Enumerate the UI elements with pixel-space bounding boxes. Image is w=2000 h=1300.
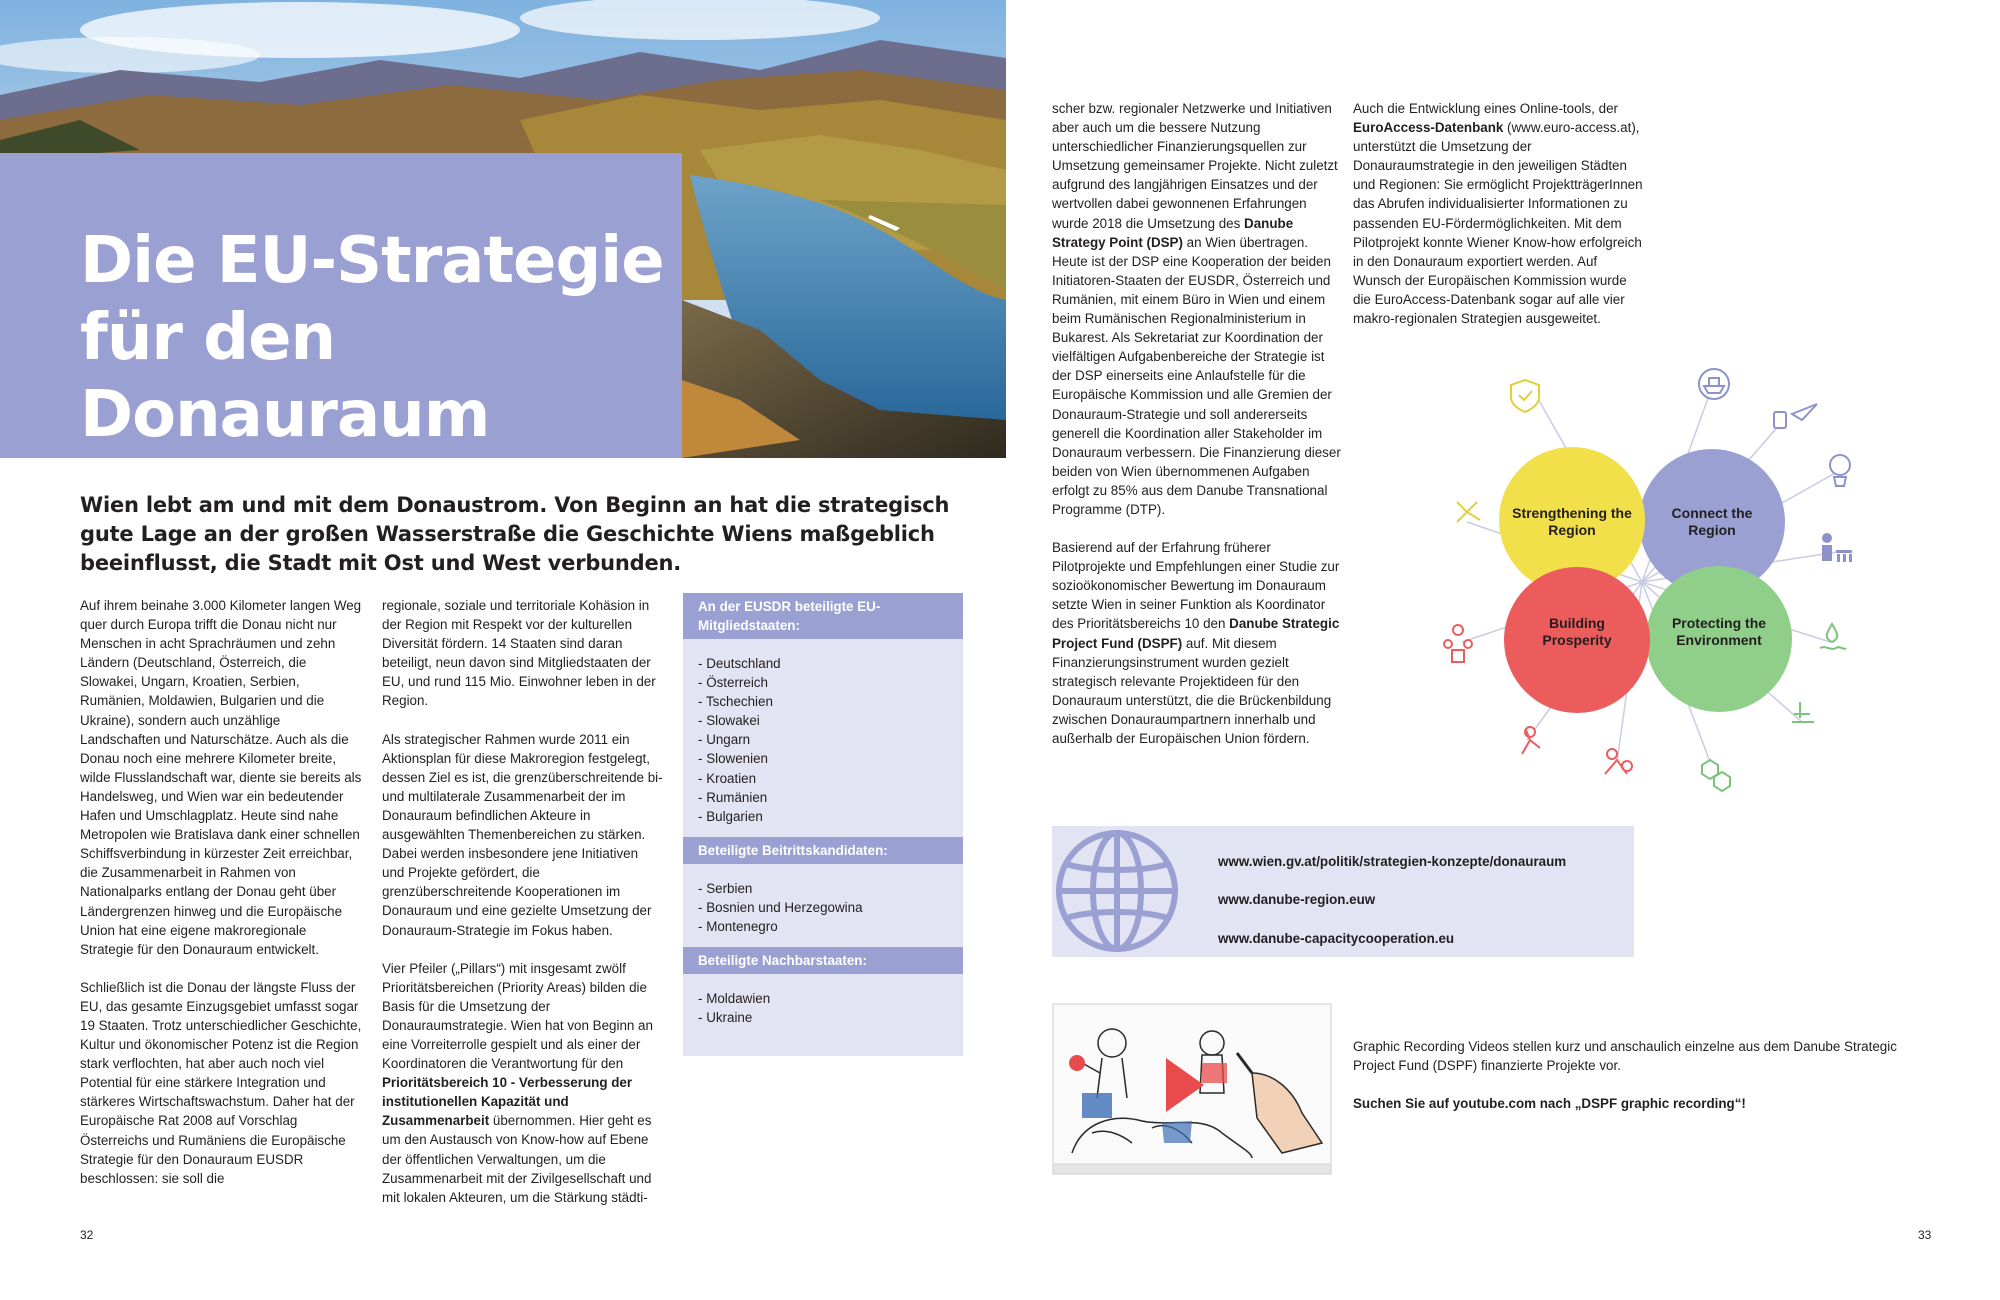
list-item: - Ungarn — [698, 730, 948, 749]
paragraph — [382, 959, 664, 1207]
globe-icon — [1052, 826, 1182, 957]
link-danube-capacity[interactable]: www.danube-capacitycooperation.eu — [1218, 930, 1455, 946]
title-line-2: für den Donauraum — [80, 301, 490, 452]
ship-icon — [1699, 369, 1729, 399]
pillars-diagram — [1422, 362, 1862, 802]
paragraph — [1052, 99, 1342, 519]
paragraph: Auf ihrem beinahe 3.000 Kilometer langen Weg quer durch Europa trifft die Donau nicht nur Menschen in acht Sprachräumen und zehn Ländern (Deutschland, Österreich, die Slowakei, Ungarn, Kroatien, Serbien, Rumänien, Moldawien, Bulgarien und die Ukraine), sondern auch unzählige Landschaften und Naturschätze. Auch als die Donau noch eine mehrere Kilometer breite, wilde Flusslandschaft war, diente sie bereits als Handelsweg, und Wien war ein bedeutender Hafen und Umschlagplatz. Heute sind nahe Metropolen wie Bratislava dank einer schnellen Schiffsverbindung in kürzester Zeit erreichbar, die Zusammenarbeit in Rahmen von Nationalparks entlang der Donau geht über Ländergrenzen hinweg und die Europäische Union hat eine eigene makroregionale Strategie für den Donauraum entwickelt. — [80, 598, 362, 957]
connector-lines — [1462, 387, 1837, 767]
hexagon-nodes-icon — [1702, 760, 1730, 791]
paragraph — [1353, 1094, 1933, 1113]
list-item: - Bosnien und Herzegowina — [698, 898, 948, 917]
candidates-list — [683, 864, 963, 947]
sidebar-heading-candidates: Beteiligte Beitrittskandidaten: — [683, 837, 963, 864]
energy-bulb-icon — [1830, 455, 1850, 486]
paragraph — [1353, 99, 1643, 328]
text-run: scher bzw. regionaler Netzwerke und Initiativen aber auch um die bessere Nutzung unterschiedlicher Finanzierungsquellen zur Umsetzung gemeinsamer Projekte. Nicht zuletzt aufgrund des langjährigen Einsatzes und der wertvollen dabei gewonnenen Erfahrungen wurde 2018 die Umsetzung des — [1052, 101, 1338, 231]
pillar-label-protecting: Protecting the — [1671, 615, 1767, 631]
pillar-label-strengthening-2: Region — [1548, 522, 1596, 538]
page-title — [80, 223, 680, 454]
paragraph: regionale, soziale und territoriale Kohäsion in der Region mit Respekt vor der kulturellen Diversität fördern. 14 Staaten sind daran beteiligt, neun davon sind Mitgliedstaaten der EU, und rund 115 Mio. Einwohner leben in der Region. — [382, 598, 656, 709]
text-run: Auch die Entwicklung eines Online-tools, der — [1353, 101, 1618, 116]
list-item: - Serbien — [698, 879, 948, 898]
sidebar-heading-neighbours: Beteiligte Nachbarstaaten: — [683, 947, 963, 974]
page-number-right: 33 — [1918, 1228, 1932, 1242]
paragraph: Schließlich ist die Donau der längste Fluss der EU, das gesamte Einzugsgebiet umfasst sogar 19 Staaten. Trotz unterschiedlicher Geschichte, Kultur und ökonomischer Potenz ist die Region stark verflochten, hat aber auch noch viel Potential für eine stärkere Integration und stärkeres Wirtschaftswachstum. Daher hat der Europäische Rat 2008 auf Vorschlag Österreichs und Rumäniens die Europäische Strategie für den Donauraum EUSDR beschlossen: sie soll die — [80, 979, 362, 1186]
list-item: - Moldawien — [698, 989, 948, 1008]
list-item: - Tschechien — [698, 692, 948, 711]
text-run: auf. Mit diesem Finanzierungsinstrument wurden gezielt strategisch relevante Projektideen für den Donauraum unterstützt, die die Brückenbildung zwischen Donauraumpartnern innerhalb und außerhalb der Europäischen Union fördern. — [1052, 635, 1332, 746]
pillar-label-strengthening: Strengthening the — [1512, 505, 1632, 521]
list-item: - Rumänien — [698, 788, 948, 807]
list-item: - Montenegro — [698, 917, 948, 936]
paragraph: Als strategischer Rahmen wurde 2011 ein Aktionsplan für diese Makroregion festgelegt, dessen Ziel es ist, die grenzüberschreitende bi- und multilaterale Zusammenarbeit der im Donauraum befindlichen Akteure in ausgewählten Themenbereichen zu stärken. Dabei werden insbesondere jene Initiativen und Projekte gefördert, die grenzüberschreitende Kooperationen im Donauraum und eine gezielte Umsetzung der Donauraum-Strategie im Fokus haben. — [382, 731, 663, 938]
wetland-icon — [1792, 702, 1814, 722]
text-run: (www.euro-access.at), unterstützt die Umsetzung der Donauraumstrategie in den jeweiligen Städten und Regionen: Sie ermöglicht ProjektträgerInnen das Abrufen individualisierter Informationen zu passenden EU-Fördermöglichkeiten. Mit dem Pilotprojekt konnte Wiener Know-how erfolgreich in den Donauraum exportiert werden. Auf Wunsch der Europäischen Kommission wurde die EuroAccess-Datenbank sogar auf alle vier makro-regionalen Strategien ausgeweitet. — [1353, 120, 1643, 327]
link-danube-region[interactable]: www.danube-region.euw — [1218, 892, 1376, 908]
text-column-2 — [382, 596, 664, 1226]
paragraph — [1052, 538, 1342, 748]
list-item: - Slowakei — [698, 711, 948, 730]
water-drop-icon — [1820, 624, 1846, 649]
graphic-recording-video-thumbnail[interactable] — [1052, 1003, 1332, 1178]
lead-paragraph: Wien lebt am und mit dem Donaustrom. Von Beginn an hat die strategisch gute Lage an der großen Wasserstraße die Geschichte Wiens maßgeblich beeinflusst, die Stadt mit Ost und West verbunden. — [80, 493, 950, 575]
page-number-left: 32 — [80, 1228, 94, 1242]
hero-section — [0, 0, 1006, 458]
paragraph: Graphic Recording Videos stellen kurz und anschaulich einzelne aus dem Danube Strategic Project Fund (DSPF) finanzierte Projekte vor. — [1353, 1039, 1897, 1074]
running-person-icon — [1522, 727, 1540, 754]
link-wien-donauraum[interactable]: www.wien.gv.at/politik/strategien-konzepte/donauraum — [1218, 854, 1567, 869]
list-item: - Deutschland — [698, 654, 948, 673]
pillar-label-building: Building — [1549, 615, 1605, 631]
dspf-highlight: Danube Strategic Project Fund (DSPF) — [1052, 616, 1340, 651]
member-states-sidebar — [683, 593, 963, 1056]
list-item: - Kroatien — [698, 769, 948, 788]
pillar-label-protecting-2: Environment — [1676, 632, 1762, 648]
list-item: - Ukraine — [698, 1008, 948, 1027]
pillar-icons — [1444, 369, 1852, 791]
people-group-icon — [1444, 625, 1472, 662]
text-run: Basierend auf der Erfahrung früherer Pilotprojekte und Empfehlungen einer Studie zur sozioökonomischer Bewertung im Donauraum setzte Wien in seiner Funktion als Koordinator des Prioritätsbereichs 10 den — [1052, 540, 1340, 632]
text-run: Vier Pfeiler („Pillars“) mit insgesamt zwölf Prioritätsbereichen (Priority Areas) bilden die Basis für die Umsetzung der Donauraumstrategie. Wien hat von Beginn an eine Vorreiterrolle gespielt und als einer der Koordinatoren die Verantwortung für den — [382, 960, 653, 1072]
train-plane-icon — [1774, 404, 1817, 428]
video-progress-bar[interactable] — [1053, 1164, 1331, 1174]
text-column-1 — [80, 596, 362, 1207]
pillar-label-connect: Connect the — [1671, 505, 1753, 521]
euroaccess-highlight: EuroAccess-Datenbank — [1353, 120, 1504, 136]
member-states-list — [683, 639, 963, 837]
neighbours-list — [683, 974, 963, 1038]
shield-check-icon — [1511, 380, 1539, 412]
title-line-1: Die EU-Strategie — [80, 224, 664, 298]
dsp-highlight: Danube Strategy Point (DSP) — [1052, 215, 1294, 250]
pillar-label-building-2: Prosperity — [1542, 632, 1612, 648]
person-institution-icon — [1822, 533, 1852, 562]
nature-branch-icon — [1457, 502, 1480, 522]
sidebar-heading-members: An der EUSDR beteiligte EU-Mitgliedstaaten: — [683, 593, 963, 639]
text-column-4 — [1353, 99, 1643, 347]
priority-area-highlight: Prioritätsbereich 10 - Verbesserung der institutionellen Kapazität und Zusammenarbeit — [382, 1075, 633, 1129]
link-list — [1218, 843, 1566, 958]
pillar-label-connect-2: Region — [1688, 522, 1736, 538]
title-box — [0, 153, 682, 458]
video-caption — [1353, 1037, 1933, 1132]
list-item: - Slowenien — [698, 749, 948, 768]
text-run: an Wien übertragen. Heute ist der DSP eine Kooperation der beiden Initiatoren-Staaten der EUSDR, Österreich und Rumänien, mit einem Büro in Wien und einem beim Rumänischen Regionalministerium in Bukarest. Als Sekretariat zur Koordination der vielfältigen Aufgabenbereiche der Strategie ist der DSP einerseits eine Anlaufstelle für die Europäische Kommission und alle Gremien der Donauraum-Strategie und soll andererseits generell die Koordination aller Stakeholder im Donauraum verbessern. Die Finanzierung dieser beiden von Wien übernommenen Aufgaben erfolgt zu 85% aus dem Danube Transnational Programme (DTP). — [1052, 234, 1341, 517]
youtube-search-hint: Suchen Sie auf youtube.com nach „DSPF graphic recording“! — [1353, 1096, 1746, 1112]
text-column-3 — [1052, 99, 1342, 767]
list-item: - Bulgarien — [698, 807, 948, 826]
list-item: - Österreich — [698, 673, 948, 692]
text-run: übernommen. Hier geht es um den Austausch von Know-how auf Ebene der öffentlichen Verwaltungen, um die Zusammenarbeit mit der Zivilgesellschaft und mit lokalen Akteuren, um die Stärkung städti- — [382, 1113, 652, 1205]
